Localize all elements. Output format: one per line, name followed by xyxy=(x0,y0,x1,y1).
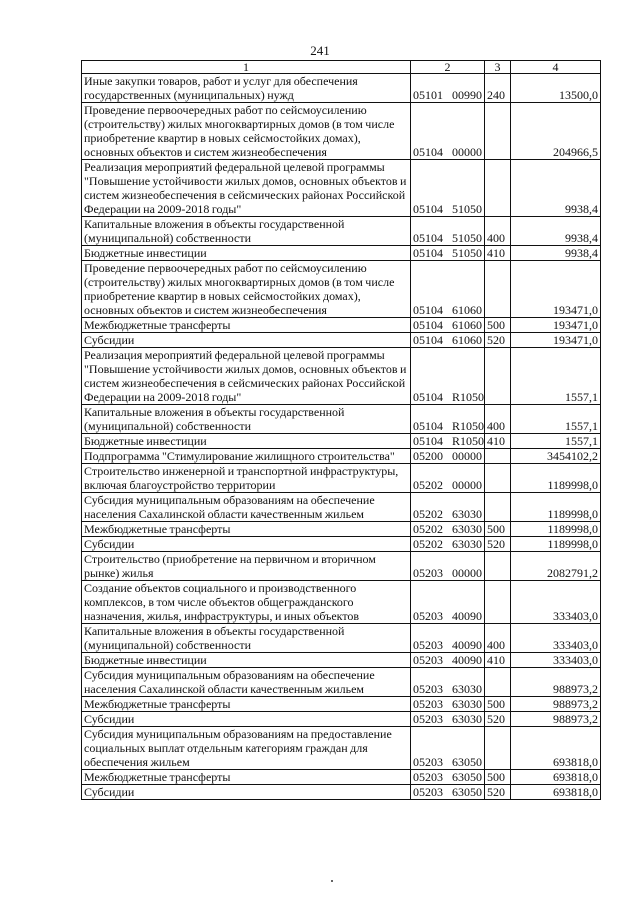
row-type: 520 xyxy=(485,712,511,727)
table-row xyxy=(82,770,601,785)
row-code: 05203 40090 xyxy=(411,624,485,653)
table-row xyxy=(82,74,601,103)
table-row xyxy=(82,522,601,537)
row-amount: 1557,1 xyxy=(511,348,601,405)
row-code: 05203 63050 xyxy=(411,770,485,785)
row-amount: 2082791,2 xyxy=(511,552,601,581)
row-name: Капитальные вложения в объекты государственной (муниципальной) собственности xyxy=(82,217,411,246)
row-code: 05202 63030 xyxy=(411,493,485,522)
row-code: 05104 51050 xyxy=(411,246,485,261)
table-row xyxy=(82,537,601,552)
row-amount: 333403,0 xyxy=(511,624,601,653)
header-row xyxy=(82,61,601,74)
row-name: Иные закупки товаров, работ и услуг для обеспечения государственных (муниципальных) нужд xyxy=(82,74,411,103)
row-amount: 1189998,0 xyxy=(511,493,601,522)
row-code: 05202 00000 xyxy=(411,464,485,493)
row-code: 05203 40090 xyxy=(411,581,485,624)
table-row xyxy=(82,464,601,493)
row-code: 05203 63050 xyxy=(411,785,485,800)
table-row xyxy=(82,103,601,160)
header-col-1: 1 xyxy=(82,61,411,74)
row-name: Бюджетные инвестиции xyxy=(82,246,411,261)
row-name: Субсидии xyxy=(82,333,411,348)
row-type xyxy=(485,493,511,522)
row-type: 520 xyxy=(485,785,511,800)
row-name: Строительство (приобретение на первичном и вторичном рынке) жилья xyxy=(82,552,411,581)
table-row xyxy=(82,246,601,261)
row-type xyxy=(485,727,511,770)
row-code: 05203 00000 xyxy=(411,552,485,581)
row-amount: 193471,0 xyxy=(511,318,601,333)
row-amount: 1557,1 xyxy=(511,405,601,434)
row-name: Субсидии xyxy=(82,785,411,800)
row-code: 05203 40090 xyxy=(411,653,485,668)
row-code: 05104 R1050 xyxy=(411,405,485,434)
table-row xyxy=(82,552,601,581)
row-code: 05200 00000 xyxy=(411,449,485,464)
row-amount: 693818,0 xyxy=(511,770,601,785)
row-amount: 9938,4 xyxy=(511,217,601,246)
row-amount: 1189998,0 xyxy=(511,537,601,552)
row-amount: 1189998,0 xyxy=(511,522,601,537)
row-amount: 988973,2 xyxy=(511,697,601,712)
row-type xyxy=(485,464,511,493)
table-row xyxy=(82,653,601,668)
table-row xyxy=(82,449,601,464)
row-amount: 693818,0 xyxy=(511,785,601,800)
row-amount: 3454102,2 xyxy=(511,449,601,464)
row-name: Субсидия муниципальным образованиям на предоставление социальных выплат отдельным категориям граждан для обеспечения жильем xyxy=(82,727,411,770)
table-row xyxy=(82,668,601,697)
row-type: 520 xyxy=(485,537,511,552)
row-name: Строительство инженерной и транспортной инфраструктуры, включая благоустройство территории xyxy=(82,464,411,493)
row-amount: 204966,5 xyxy=(511,103,601,160)
table-row xyxy=(82,712,601,727)
row-code: 05104 51050 xyxy=(411,160,485,217)
row-code: 05104 R1050 xyxy=(411,348,485,405)
table-row xyxy=(82,697,601,712)
row-type xyxy=(485,449,511,464)
row-amount: 1189998,0 xyxy=(511,464,601,493)
row-name: Проведение первоочередных работ по сейсмоусилению (строительству) жилых многоквартирных домов (в том числе приобретение квартир в новых сейсмостойких домах), основных объектов и систем жизнеобеспечения xyxy=(82,261,411,318)
row-type: 500 xyxy=(485,770,511,785)
row-code: 05202 63030 xyxy=(411,522,485,537)
row-name: Межбюджетные трансферты xyxy=(82,318,411,333)
scan-dot xyxy=(331,880,333,882)
row-type: 400 xyxy=(485,624,511,653)
row-amount: 988973,2 xyxy=(511,712,601,727)
row-name: Межбюджетные трансферты xyxy=(82,522,411,537)
row-code: 05104 61060 xyxy=(411,261,485,318)
row-name: Реализация мероприятий федеральной целевой программы "Повышение устойчивости жилых домов, основных объектов и систем жизнеобеспечения в сейсмических районах Российской Федерации на 2009-2018 годы" xyxy=(82,348,411,405)
table-row xyxy=(82,624,601,653)
row-code: 05104 R1050 xyxy=(411,434,485,449)
budget-table xyxy=(81,60,601,800)
row-amount: 988973,2 xyxy=(511,668,601,697)
row-name: Межбюджетные трансферты xyxy=(82,697,411,712)
table-row xyxy=(82,160,601,217)
row-type xyxy=(485,103,511,160)
row-code: 05203 63050 xyxy=(411,727,485,770)
row-name: Субсидия муниципальным образованиям на обеспечение населения Сахалинской области качественным жильем xyxy=(82,493,411,522)
row-type: 500 xyxy=(485,318,511,333)
row-name: Капитальные вложения в объекты государственной (муниципальной) собственности xyxy=(82,624,411,653)
row-amount: 333403,0 xyxy=(511,581,601,624)
table-row xyxy=(82,785,601,800)
header-col-4: 4 xyxy=(511,61,601,74)
header-col-3: 3 xyxy=(485,61,511,74)
row-name: Подпрограмма "Стимулирование жилищного строительства" xyxy=(82,449,411,464)
row-name: Бюджетные инвестиции xyxy=(82,434,411,449)
table-row xyxy=(82,333,601,348)
row-type: 500 xyxy=(485,697,511,712)
row-type xyxy=(485,668,511,697)
table-row xyxy=(82,405,601,434)
row-code: 05104 51050 xyxy=(411,217,485,246)
row-amount: 13500,0 xyxy=(511,74,601,103)
row-amount: 193471,0 xyxy=(511,261,601,318)
row-name: Субсидии xyxy=(82,712,411,727)
table-row xyxy=(82,493,601,522)
row-code: 05104 00000 xyxy=(411,103,485,160)
row-code: 05101 00990 xyxy=(411,74,485,103)
row-amount: 193471,0 xyxy=(511,333,601,348)
page-number: 241 xyxy=(310,43,330,58)
header-col-2: 2 xyxy=(411,61,485,74)
row-type: 410 xyxy=(485,434,511,449)
table-row xyxy=(82,348,601,405)
row-name: Проведение первоочередных работ по сейсмоусилению (строительству) жилых многоквартирных домов (в том числе приобретение квартир в новых сейсмостойких домах), основных объектов и систем жизнеобеспечения xyxy=(82,103,411,160)
row-name: Капитальные вложения в объекты государственной (муниципальной) собственности xyxy=(82,405,411,434)
row-type: 500 xyxy=(485,522,511,537)
row-amount: 9938,4 xyxy=(511,160,601,217)
row-type: 410 xyxy=(485,246,511,261)
row-type: 410 xyxy=(485,653,511,668)
row-code: 05104 61060 xyxy=(411,318,485,333)
row-type xyxy=(485,581,511,624)
row-type xyxy=(485,160,511,217)
row-code: 05202 63030 xyxy=(411,537,485,552)
table-row xyxy=(82,581,601,624)
row-name: Бюджетные инвестиции xyxy=(82,653,411,668)
row-type: 240 xyxy=(485,74,511,103)
table-row xyxy=(82,434,601,449)
row-amount: 9938,4 xyxy=(511,246,601,261)
row-amount: 693818,0 xyxy=(511,727,601,770)
row-type: 400 xyxy=(485,405,511,434)
table-row xyxy=(82,261,601,318)
row-amount: 333403,0 xyxy=(511,653,601,668)
table-row xyxy=(82,318,601,333)
row-code: 05203 63030 xyxy=(411,712,485,727)
row-type xyxy=(485,348,511,405)
row-type: 400 xyxy=(485,217,511,246)
table-row xyxy=(82,217,601,246)
row-name: Создание объектов социального и производственного комплексов, в том числе объектов общегражданского назначения, жилья, инфраструктуры, и иных объектов xyxy=(82,581,411,624)
row-name: Межбюджетные трансферты xyxy=(82,770,411,785)
row-name: Реализация мероприятий федеральной целевой программы "Повышение устойчивости жилых домов, основных объектов и систем жизнеобеспечения в сейсмических районах Российской Федерации на 2009-2018 годы" xyxy=(82,160,411,217)
row-code: 05104 61060 xyxy=(411,333,485,348)
row-code: 05203 63030 xyxy=(411,697,485,712)
table-row xyxy=(82,727,601,770)
row-name: Субсидии xyxy=(82,537,411,552)
row-amount: 1557,1 xyxy=(511,434,601,449)
row-type xyxy=(485,552,511,581)
row-type xyxy=(485,261,511,318)
row-name: Субсидия муниципальным образованиям на обеспечение населения Сахалинской области качественным жильем xyxy=(82,668,411,697)
row-type: 520 xyxy=(485,333,511,348)
row-code: 05203 63030 xyxy=(411,668,485,697)
